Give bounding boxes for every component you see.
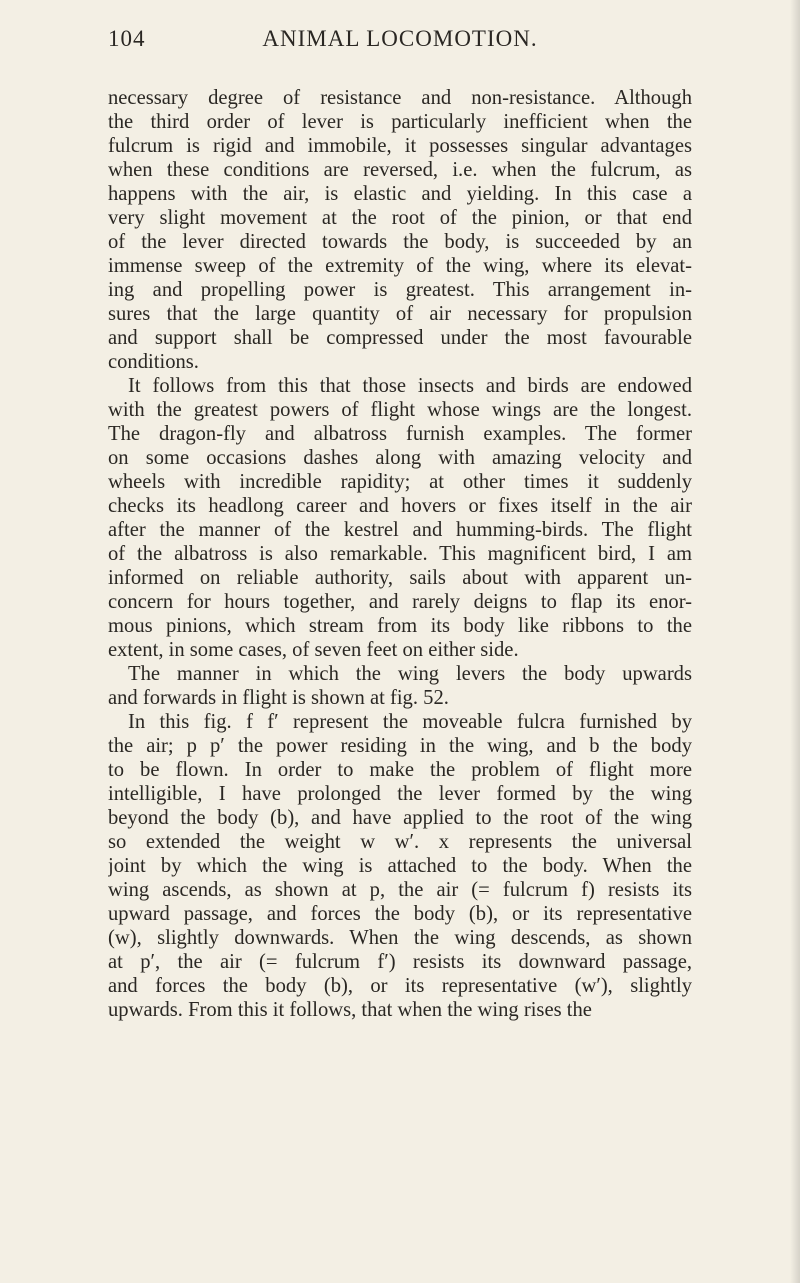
text-line: wheels with incredible rapidity; at other times it suddenly (108, 471, 692, 493)
text-line: upward passage, and forces the body (b), or its representative (108, 903, 692, 925)
text-line: and support shall be compressed under the most favourable (108, 327, 692, 349)
text-line: In this fig. f f′ represent the moveable fulcra furnished by (128, 711, 692, 733)
text-line: when these conditions are reversed, i.e. when the fulcrum, as (108, 159, 692, 181)
text-line: wing ascends, as shown at p, the air (= fulcrum f) resists its (108, 879, 692, 901)
text-line: and forces the body (b), or its representative (w′), slightly (108, 975, 692, 997)
text-line: sures that the large quantity of air necessary for propulsion (108, 303, 692, 325)
text-line: happens with the air, is elastic and yielding. In this case a (108, 183, 692, 205)
text-line: intelligible, I have prolonged the lever formed by the wing (108, 783, 692, 805)
text-line: The dragon-fly and albatross furnish examples. The former (108, 423, 692, 445)
page-header (108, 26, 692, 56)
text-line: It follows from this that those insects and birds are endowed (128, 375, 692, 397)
text-line: to be flown. In order to make the problem of flight more (108, 759, 692, 781)
text-line: upwards. From this it follows, that when the wing rises the (108, 999, 592, 1021)
text-line: conditions. (108, 351, 199, 373)
text-line: immense sweep of the extremity of the wing, where its elevat- (108, 255, 692, 277)
body-text (108, 86, 692, 1022)
text-line: The manner in which the wing levers the body upwards (128, 663, 692, 685)
text-line: fulcrum is rigid and immobile, it possesses singular advantages (108, 135, 692, 157)
text-line: joint by which the wing is attached to the body. When the (108, 855, 692, 877)
text-line: very slight movement at the root of the pinion, or that end (108, 207, 692, 229)
text-line: concern for hours together, and rarely deigns to flap its enor- (108, 591, 692, 613)
text-line: after the manner of the kestrel and humming-birds. The flight (108, 519, 692, 541)
paragraph (108, 662, 692, 710)
text-line: checks its headlong career and hovers or fixes itself in the air (108, 495, 692, 517)
text-line: and forwards in flight is shown at fig. 52. (108, 687, 449, 709)
text-line: with the greatest powers of flight whose wings are the longest. (108, 399, 692, 421)
text-line: extent, in some cases, of seven feet on either side. (108, 639, 519, 661)
text-line: informed on reliable authority, sails about with apparent un- (108, 567, 692, 589)
text-line: the third order of lever is particularly inefficient when the (108, 111, 692, 133)
text-line: mous pinions, which stream from its body like ribbons to the (108, 615, 692, 637)
paragraph (108, 710, 692, 1022)
page-number: 104 (108, 26, 146, 51)
text-line: on some occasions dashes along with amazing velocity and (108, 447, 692, 469)
text-line: so extended the weight w w′. x represents the universal (108, 831, 692, 853)
text-line: of the albatross is also remarkable. This magnificent bird, I am (108, 543, 692, 565)
text-line: beyond the body (b), and have applied to the root of the wing (108, 807, 692, 829)
text-line: the air; p p′ the power residing in the wing, and b the body (108, 735, 692, 757)
running-title: ANIMAL LOCOMOTION. (262, 26, 538, 51)
paragraph (108, 374, 692, 662)
page-edge-shadow (790, 0, 800, 1283)
text-line: (w), slightly downwards. When the wing descends, as shown (108, 927, 692, 949)
paragraph (108, 86, 692, 374)
text-line: ing and propelling power is greatest. This arrangement in- (108, 279, 692, 301)
text-line: at p′, the air (= fulcrum f′) resists its downward passage, (108, 951, 692, 973)
text-line: of the lever directed towards the body, is succeeded by an (108, 231, 692, 253)
text-line: necessary degree of resistance and non-resistance. Although (108, 87, 692, 109)
